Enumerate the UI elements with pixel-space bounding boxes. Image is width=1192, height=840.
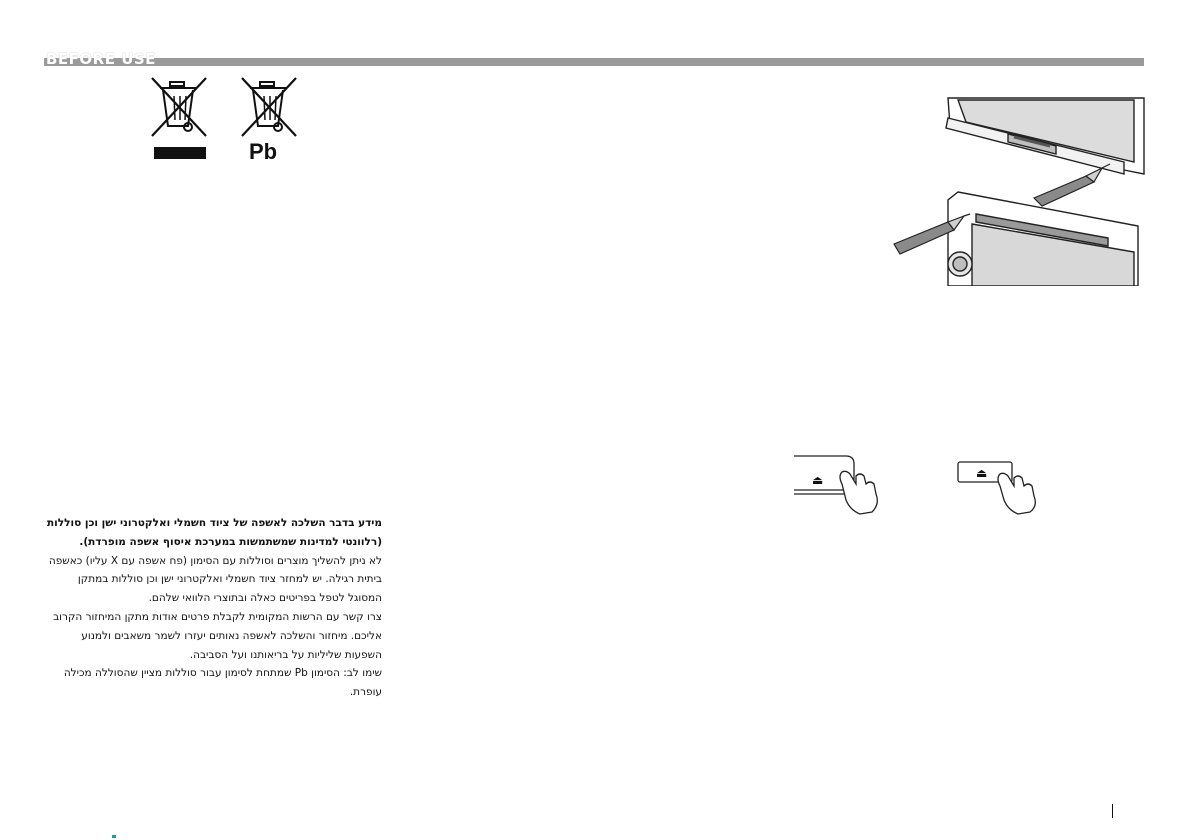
info-paragraph: שימו לב: הסימון Pb שמתחת לסימון עבור סוללות מציין שהסוללה מכילה עופרת. [63,667,382,699]
page-title: BEFORE USE [46,50,156,68]
crossed-bin-pb-icon [238,76,300,142]
margin-mark [112,835,116,838]
info-paragraph: צרו קשר עם הרשות המקומית לקבלת פרטים אודות מתקן המיחזור הקרוב אליכם. מיחזור והשלכה לאשפה נאותים יעזרו לשמר משאבים ולמנוע השפעות שליליות על בריאותנו ועל הסביבה. [53,610,382,661]
eject-icon: ⏏ [976,466,988,480]
pb-label: Pb [249,139,278,164]
eject-button-press-left [790,454,886,516]
eject-icon: ⏏ [812,473,824,487]
reset-button-illustration [888,96,1146,286]
crossed-bin-icon [148,76,210,142]
weee-info-text [46,514,382,702]
info-paragraph: לא ניתן להשליך מוצרים וסוללות עם הסימון (פח אשפה עם X עליו) כאשפה ביתית רגילה. יש למחזר ציוד חשמלי ואלקטרוני ישן וכן סוללות במתקן המסוגל לטפל בפריטים כאלה ובתוצרי הלוואי שלהם. [48,554,382,605]
info-heading: מידע בדבר השלכה לאשפה של ציוד חשמלי ואלקטרוני ישן וכן סוללות (רלוונטי למדינות שמשתמשות במערכת איסוף אשפה מופרדת). [46,517,382,548]
header-bar [44,58,1144,66]
page-number-separator [1112,804,1113,818]
solid-bar-mark [154,147,206,159]
eject-button-press-right [956,460,1052,516]
